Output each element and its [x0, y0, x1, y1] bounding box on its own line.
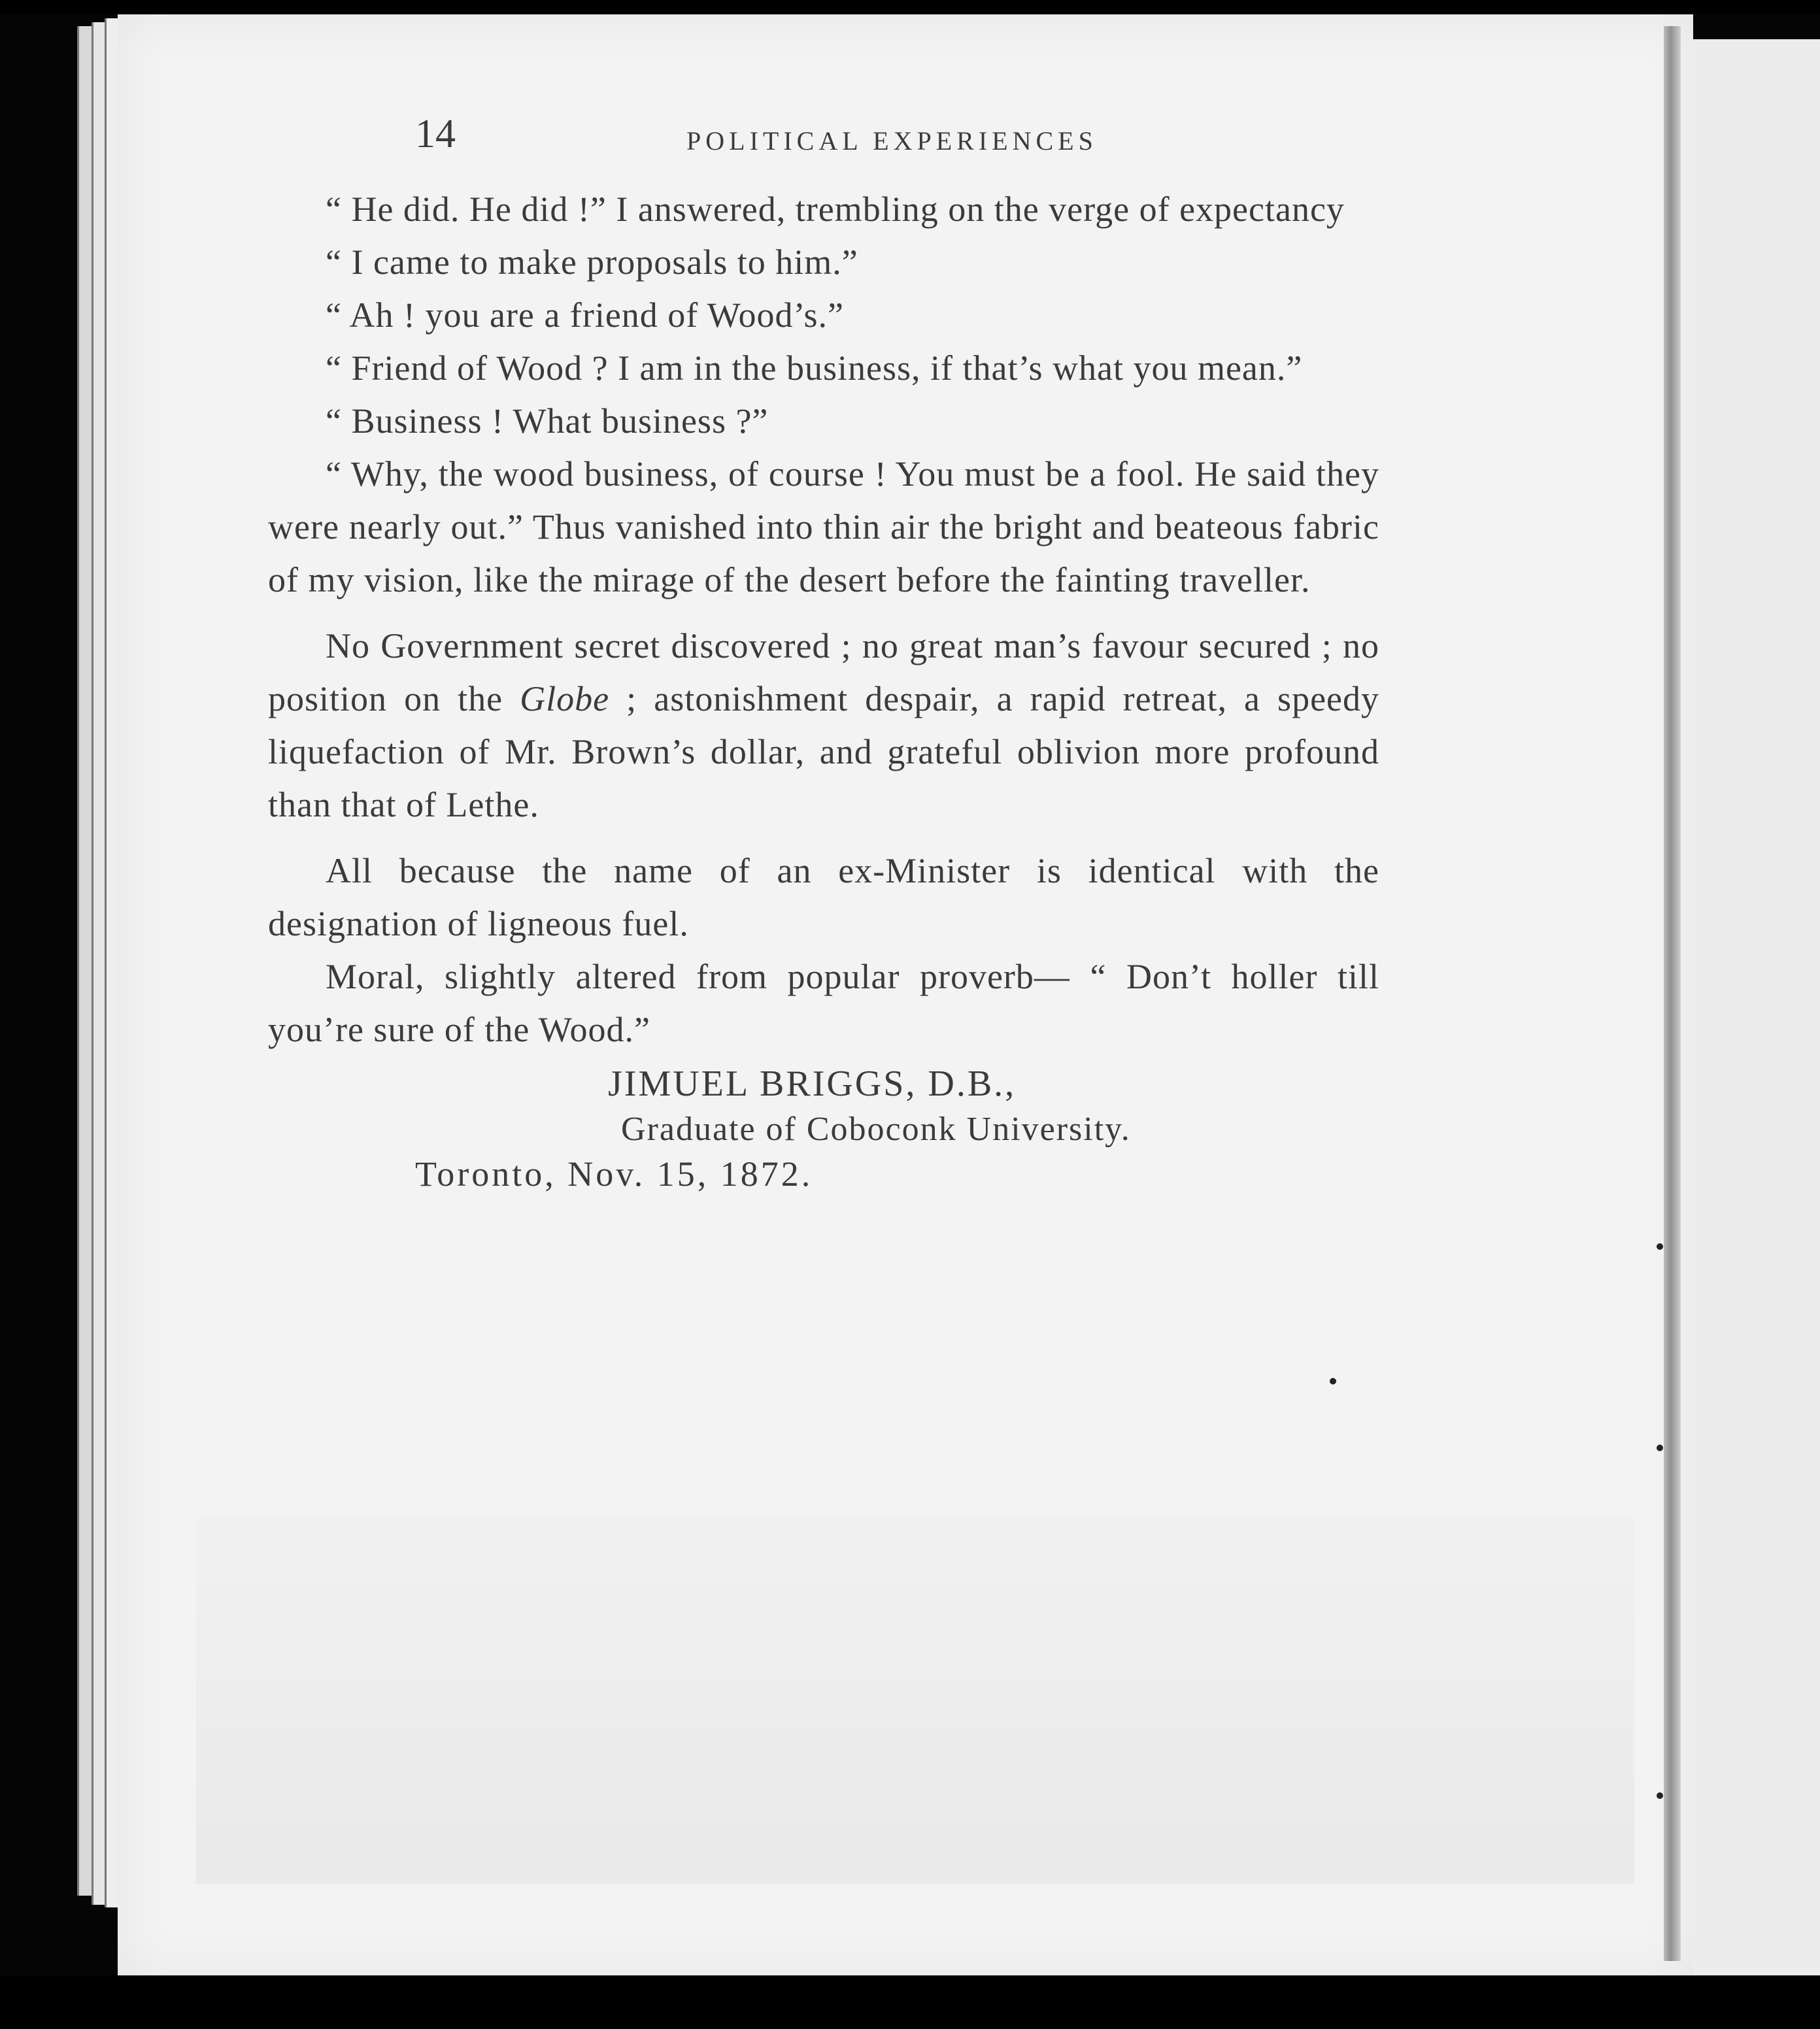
scan-speck [1657, 1445, 1663, 1451]
dialogue-paragraph: “ Why, the wood business, of course ! You must be a fool. He said they were nearly out.” Thus vanished into thin air the bright and beateous fabric of my vision, like the mirage of the desert before the fainting traveller. [268, 454, 1379, 599]
dialogue-paragraph: “ Business ! What business ?” [326, 401, 769, 441]
page-number: 14 [415, 112, 456, 156]
facing-page [1693, 39, 1820, 1987]
signature-title: Graduate of Coboconk University. [621, 1111, 1131, 1148]
paragraph-text: ; astonishment despair, a rapid retreat, a speedy liquefaction of Mr. Brown’s dollar, and grateful oblivion more profound than that of Lethe. [268, 679, 1379, 824]
paragraph-text: No Government secret discovered ; no great man’s favour secured ; no position on the [268, 626, 1379, 718]
dialogue-paragraph: “ Ah ! you are a friend of Wood’s.” [326, 295, 844, 335]
dateline: Toronto, Nov. 15, 1872. [415, 1154, 813, 1194]
book-gutter [1664, 26, 1681, 1961]
dialogue-paragraph: “ He did. He did !” I answered, trembling on the verge of expectancy [326, 190, 1345, 229]
narrative-paragraph [268, 620, 1379, 831]
page-text [268, 111, 1379, 1194]
moral-paragraph: Moral, slightly altered from popular proverb— “ Don’t holler till you’re sure of the Wood.” [268, 957, 1379, 1049]
scan-speck [1657, 1792, 1663, 1799]
narrative-paragraph: All because the name of an ex-Minister is identical with the designation of ligneous fuel. [268, 851, 1379, 943]
newspaper-title: Globe [520, 679, 610, 718]
scan-border-top [0, 0, 1820, 14]
page-header [268, 111, 1379, 183]
bleed-through [196, 1518, 1634, 1884]
scan-speck [1330, 1378, 1336, 1384]
signature-name: JIMUEL BRIGGS, D.B., [608, 1064, 1017, 1104]
scan-speck [1657, 1243, 1663, 1250]
dialogue-paragraph: “ Friend of Wood ? I am in the business, if that’s what you mean.” [326, 348, 1303, 388]
scan-border-bottom [0, 1975, 1820, 2029]
dialogue-paragraph: “ I came to make proposals to him.” [326, 243, 858, 282]
running-head: POLITICAL EXPERIENCES [686, 126, 1098, 156]
